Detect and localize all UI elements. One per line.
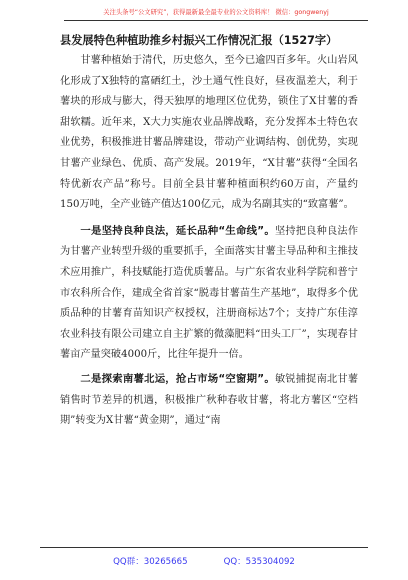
document-body [60,51,358,432]
section-1-body: 坚持把良种良法作为甘薯产业转型升级的重要抓手，全面落实甘薯主导品种和主推技术应用推广，科技赋能打造优质薯品。与广东省农业科学院和普宁市农科所合作，建成全省首家“脱毒甘薯苗生产基地”，取得多个优质品种的甘薯育苗知识产权授权，注册商标达7个；支持广东佳淳农业科技有限公司建立自主扩繁的微藻肥料“田头工厂”，实现春甘薯亩产量突破4000斤，比往年提升一倍。 [60,225,359,361]
intro-paragraph: 甘薯种植始于清代，历史悠久，至今已逾四百多年。火山岩风化形成了X独特的富硒红土，沙土通气性良好，昼夜温差大，利于薯块的形成与膨大，得天独厚的地理区位优势，锁住了X甘薯的香甜软糯。近年来，X大力实施农业品牌战略，充分发挥本土特色农业优势，积极推进甘薯品牌建设，带动产业调结构、创优势，实现甘薯产业绿色、优质、高产发展。2019年，“X甘薯”获得“全国名特优新农产品”称号。目前全县甘薯种植面积约60万亩，产量约150万吨，全产业链产值达100亿元，成为名副其实的“致富薯”。 [60,55,358,211]
section-2-heading: 二是探索南薯北运，抢占市场“空窗期”。 [80,372,275,385]
page-header [64,0,368,21]
section-2-paragraph [60,369,358,432]
page-footer [40,547,368,574]
footer-qq: QQ：535304092 [223,557,295,567]
header-notice: 关注头条号“公文研究”，获得最新最全最专业的公文资料库！ 微信：gongwenyj [103,8,329,16]
document-title: 县发展特色种植助推乡村振兴工作情况汇报（1527字） [60,34,338,47]
footer-qq-group: QQ群：30265665 [113,557,188,567]
section-1-paragraph [60,221,358,366]
section-1-heading: 一是坚持良种良法，延长品种“生命线”。 [80,224,275,237]
section-2-body: 敏锐捕捉南北甘薯销售时节差异的机遇，积极推广秋种春收甘薯，将北方薯区“空档期”转变为X甘薯“黄金期”，通过“南 [60,373,359,427]
